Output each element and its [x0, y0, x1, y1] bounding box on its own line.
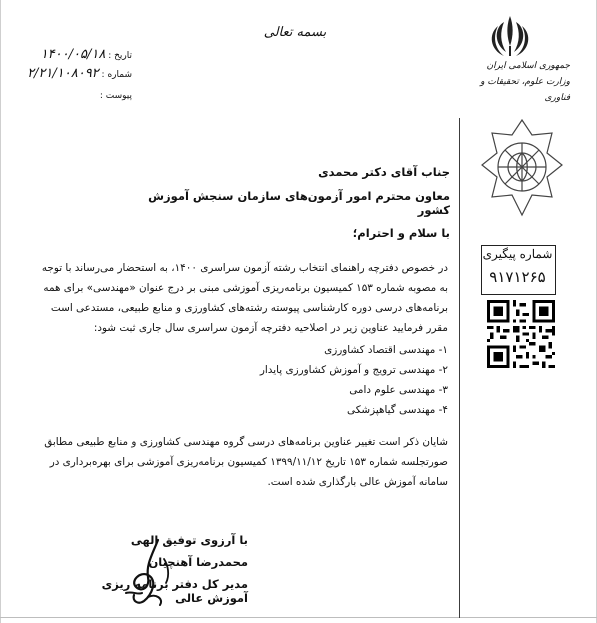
paragraph-line: مقرر فرمایید عناوین زیر در اصلاحیه دفترچه آزمون سراسری سال جاری ثبت شود:	[93, 322, 448, 334]
bismillah-heading: بسمه تعالی	[263, 25, 327, 40]
date-label: تاریخ :	[108, 51, 132, 61]
paragraph-line: صورتجلسه شماره ۱۵۳ تاریخ ۱۳۹۹/۱۱/۱۲ کمیسیون برنامه‌ریزی آموزشی برای بهره‌برداری در	[49, 456, 448, 468]
list-item: ۳- مهندسی علوم دامی	[349, 384, 448, 396]
country-name: جمهوری اسلامی ایران	[486, 61, 570, 71]
date-value: ۱۴۰۰/۰۵/۱۸	[40, 47, 106, 62]
greeting: با سلام و احترام؛	[352, 226, 450, 240]
tracking-number: ۹۱۷۱۲۶۵	[489, 268, 546, 286]
iran-emblem-icon	[480, 12, 540, 62]
attachment-field	[12, 91, 132, 101]
handwritten-signature-icon	[118, 535, 188, 610]
recipient-name: جناب آقای دکتر محمدی	[318, 165, 450, 179]
decorative-motif-icon	[477, 115, 567, 225]
sidebar-divider	[459, 118, 460, 618]
qr-code-icon	[487, 300, 555, 368]
signer-title: مدیر کل دفتر برنامه ریزی آموزش عالی	[101, 577, 248, 605]
page-border-bottom	[0, 617, 597, 618]
number-value: ۲/۲۱/۱۰۸۰۹۲	[27, 66, 99, 81]
list-item: ۴- مهندسی گیاهپزشکی	[347, 404, 448, 416]
date-field	[12, 47, 132, 62]
number-field	[12, 66, 132, 81]
paragraph-line: برنامه‌های درسی دوره کارشناسی پیوسته رشته‌های کشاورزی و منابع طبیعی، مستدعی است	[50, 302, 448, 314]
attachment-label: پیوست :	[99, 91, 132, 101]
paragraph-line: سامانه آموزش عالی بارگذاری شده است.	[267, 476, 448, 488]
page-border-left	[0, 0, 1, 623]
recipient-title: معاون محترم امور آزمون‌های سازمان سنجش آموزش کشور	[148, 189, 450, 217]
closing-line: با آرزوی توفیق الهی	[130, 533, 248, 547]
paragraph-line: به مصوبه شماره ۱۵۳ کمیسیون برنامه‌ریزی آموزشی مبنی بر درج عنوان «مهندسی» برای همه	[43, 282, 448, 294]
paragraph-line: شایان ذکر است تغییر عناوین برنامه‌های درسی گروه مهندسی کشاورزی و منابع طبیعی مطابق	[44, 436, 448, 448]
tracking-label: شماره پیگیری	[482, 247, 553, 261]
number-label: شماره :	[101, 70, 132, 80]
ministry-name: وزارت علوم، تحقیقات و فناوری	[480, 77, 570, 103]
government-title	[460, 58, 570, 106]
paragraph-line: در خصوص دفترچه راهنمای انتخاب رشته آزمون سراسری ۱۴۰۰، به استحضار می‌رساند با توجه	[41, 262, 448, 274]
list-item: ۱- مهندسی اقتصاد کشاورزی	[324, 344, 448, 356]
list-item: ۲- مهندسی ترویج و آموزش کشاورزی پایدار	[259, 364, 448, 376]
signer-name: محمدرضا آهنچیان	[148, 555, 248, 569]
